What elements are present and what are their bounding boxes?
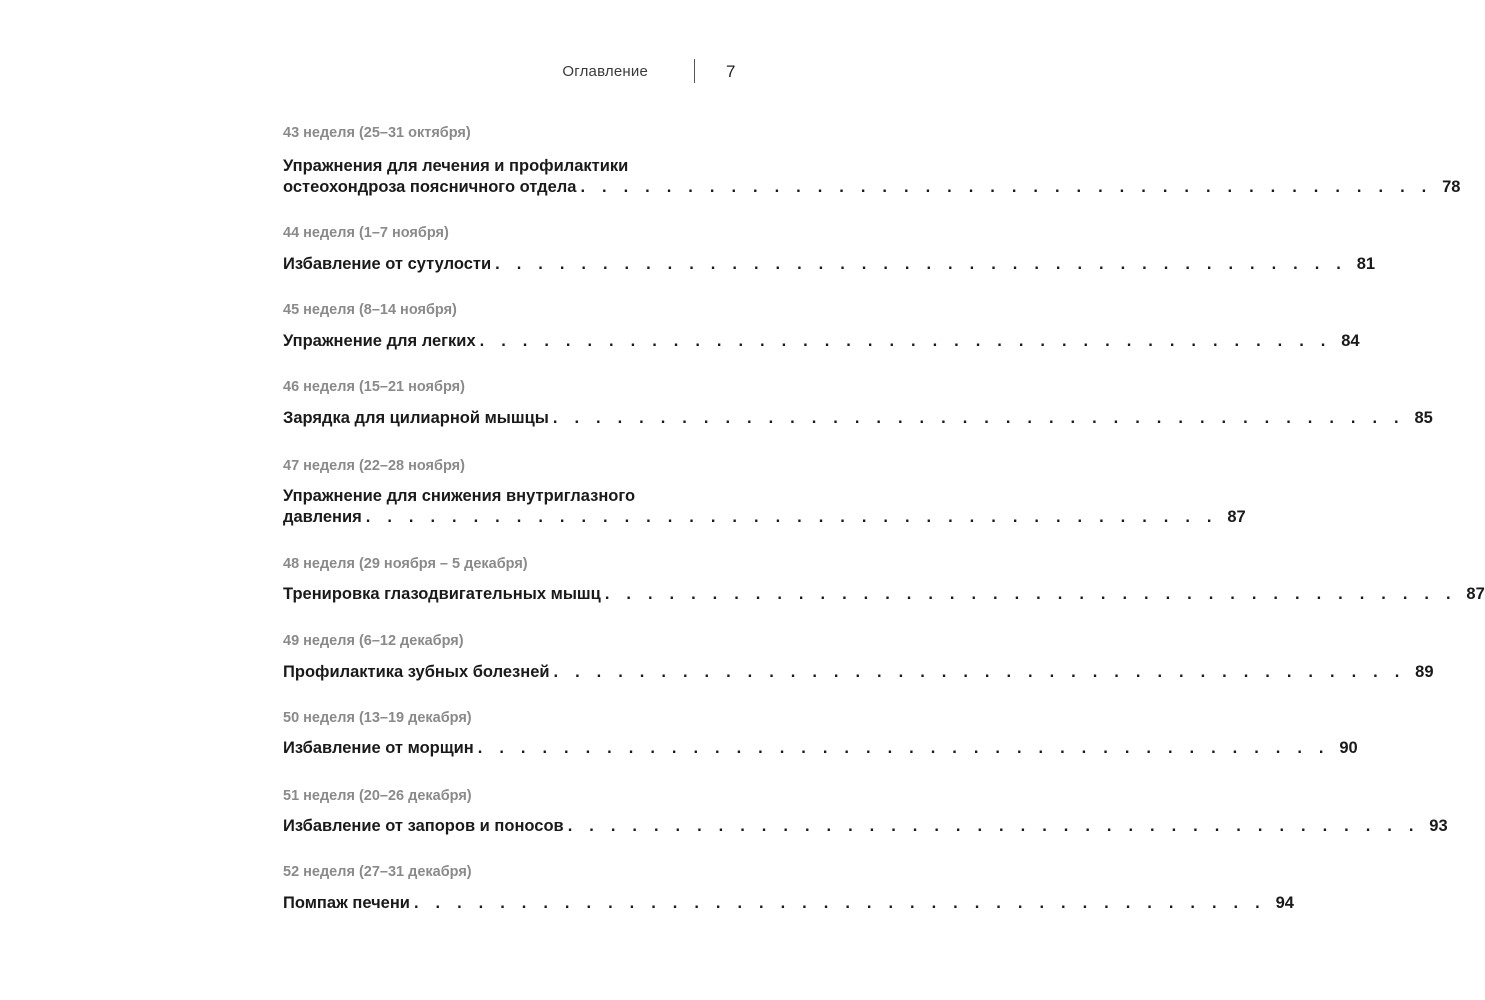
toc-week-heading: 51 неделя (20–26 декабря)	[283, 788, 472, 804]
toc-entry[interactable]	[283, 156, 1461, 198]
toc-entry-page: 90	[1339, 739, 1358, 757]
toc-entry-page: 78	[1442, 178, 1461, 196]
toc-leader-dots: . . . . . . . . . . . . . . . . . . . . . . . . . . . . . . . . . . . . . . . .	[604, 585, 1457, 603]
toc-entry[interactable]	[283, 738, 1358, 759]
toc-entry-page: 94	[1275, 894, 1294, 912]
toc-entry-title: давления	[283, 508, 362, 526]
toc-leader-dots: . . . . . . . . . . . . . . . . . . . . . . . . . . . . . . . . . . . . . . . .	[567, 817, 1420, 835]
toc-week-heading: 50 неделя (13–19 декабря)	[283, 710, 472, 726]
toc-leader-dots: . . . . . . . . . . . . . . . . . . . . . . . . . . . . . . . . . . . . . . . .	[580, 178, 1433, 196]
toc-entry-page: 85	[1414, 409, 1433, 427]
toc-entry[interactable]	[283, 331, 1360, 352]
toc-entry-title-line1: Упражнения для лечения и профилактики	[283, 157, 629, 175]
toc-entry-page: 81	[1356, 255, 1376, 273]
toc-entry-title: Упражнение для легких	[283, 332, 476, 350]
toc-entry-title: Избавление от запоров и поносов	[283, 817, 564, 835]
toc-entry-page: 89	[1415, 663, 1434, 681]
toc-entry-title: Зарядка для цилиарной мышцы	[283, 409, 549, 427]
toc-leader-dots: . . . . . . . . . . . . . . . . . . . . . . . . . . . . . . . . . . . . . . . .	[479, 332, 1332, 350]
toc-leader-dots: . . . . . . . . . . . . . . . . . . . . . . . . . . . . . . . . . . . . . . . .	[477, 739, 1330, 757]
toc-week-heading: 49 неделя (6–12 декабря)	[283, 633, 464, 649]
toc-week-heading: 44 неделя (1–7 ноября)	[283, 225, 449, 241]
toc-entry-page: 93	[1429, 817, 1448, 835]
page-number: 7	[726, 62, 736, 81]
toc-week-heading: 45 неделя (8–14 ноября)	[283, 302, 457, 318]
toc-week-heading: 48 неделя (29 ноября – 5 декабря)	[283, 556, 528, 572]
toc-entry[interactable]	[283, 816, 1448, 837]
toc-week-heading: 47 неделя (22–28 ноября)	[283, 458, 465, 474]
toc-entry[interactable]	[283, 893, 1294, 914]
toc-leader-dots: . . . . . . . . . . . . . . . . . . . . . . . . . . . . . . . . . . . . . . . .	[552, 409, 1405, 427]
toc-entry-title: остеохондроза поясничного отдела	[283, 178, 577, 196]
header-divider	[694, 59, 695, 83]
toc-entry[interactable]	[283, 662, 1434, 683]
toc-entry-title: Избавление от морщин	[283, 739, 474, 757]
toc-entry-title: Избавление от сутулости	[283, 255, 492, 273]
toc-leader-dots: . . . . . . . . . . . . . . . . . . . . . . . . . . . . . . . . . . . . . . . .	[365, 508, 1218, 526]
toc-week-heading: 43 неделя (25–31 октября)	[283, 125, 471, 141]
toc-entry-page: 87	[1466, 585, 1485, 603]
toc-leader-dots: . . . . . . . . . . . . . . . . . . . . . . . . . . . . . . . . . . . . . . . .	[495, 255, 1348, 273]
toc-entry[interactable]	[283, 584, 1485, 605]
toc-entry-page: 87	[1227, 508, 1246, 526]
toc-leader-dots: . . . . . . . . . . . . . . . . . . . . . . . . . . . . . . . . . . . . . . . .	[553, 663, 1406, 681]
running-head	[560, 61, 740, 83]
toc-leader-dots: . . . . . . . . . . . . . . . . . . . . . . . . . . . . . . . . . . . . . . . .	[413, 894, 1266, 912]
section-name: Оглавление	[562, 63, 648, 80]
toc-entry-page: 84	[1341, 332, 1360, 350]
toc-entry-title-line1: Упражнение для снижения внутриглазного	[283, 487, 636, 505]
toc-entry[interactable]	[283, 408, 1433, 429]
toc-week-heading: 52 неделя (27–31 декабря)	[283, 864, 472, 880]
toc-entry[interactable]	[283, 254, 1376, 275]
toc-entry[interactable]	[283, 486, 1246, 528]
toc-entry-title: Профилактика зубных болезней	[283, 663, 550, 681]
toc-entry-title: Помпаж печени	[283, 894, 410, 912]
toc-entry-title: Тренировка глазодвигательных мышц	[283, 585, 601, 603]
toc-week-heading: 46 неделя (15–21 ноября)	[283, 379, 465, 395]
